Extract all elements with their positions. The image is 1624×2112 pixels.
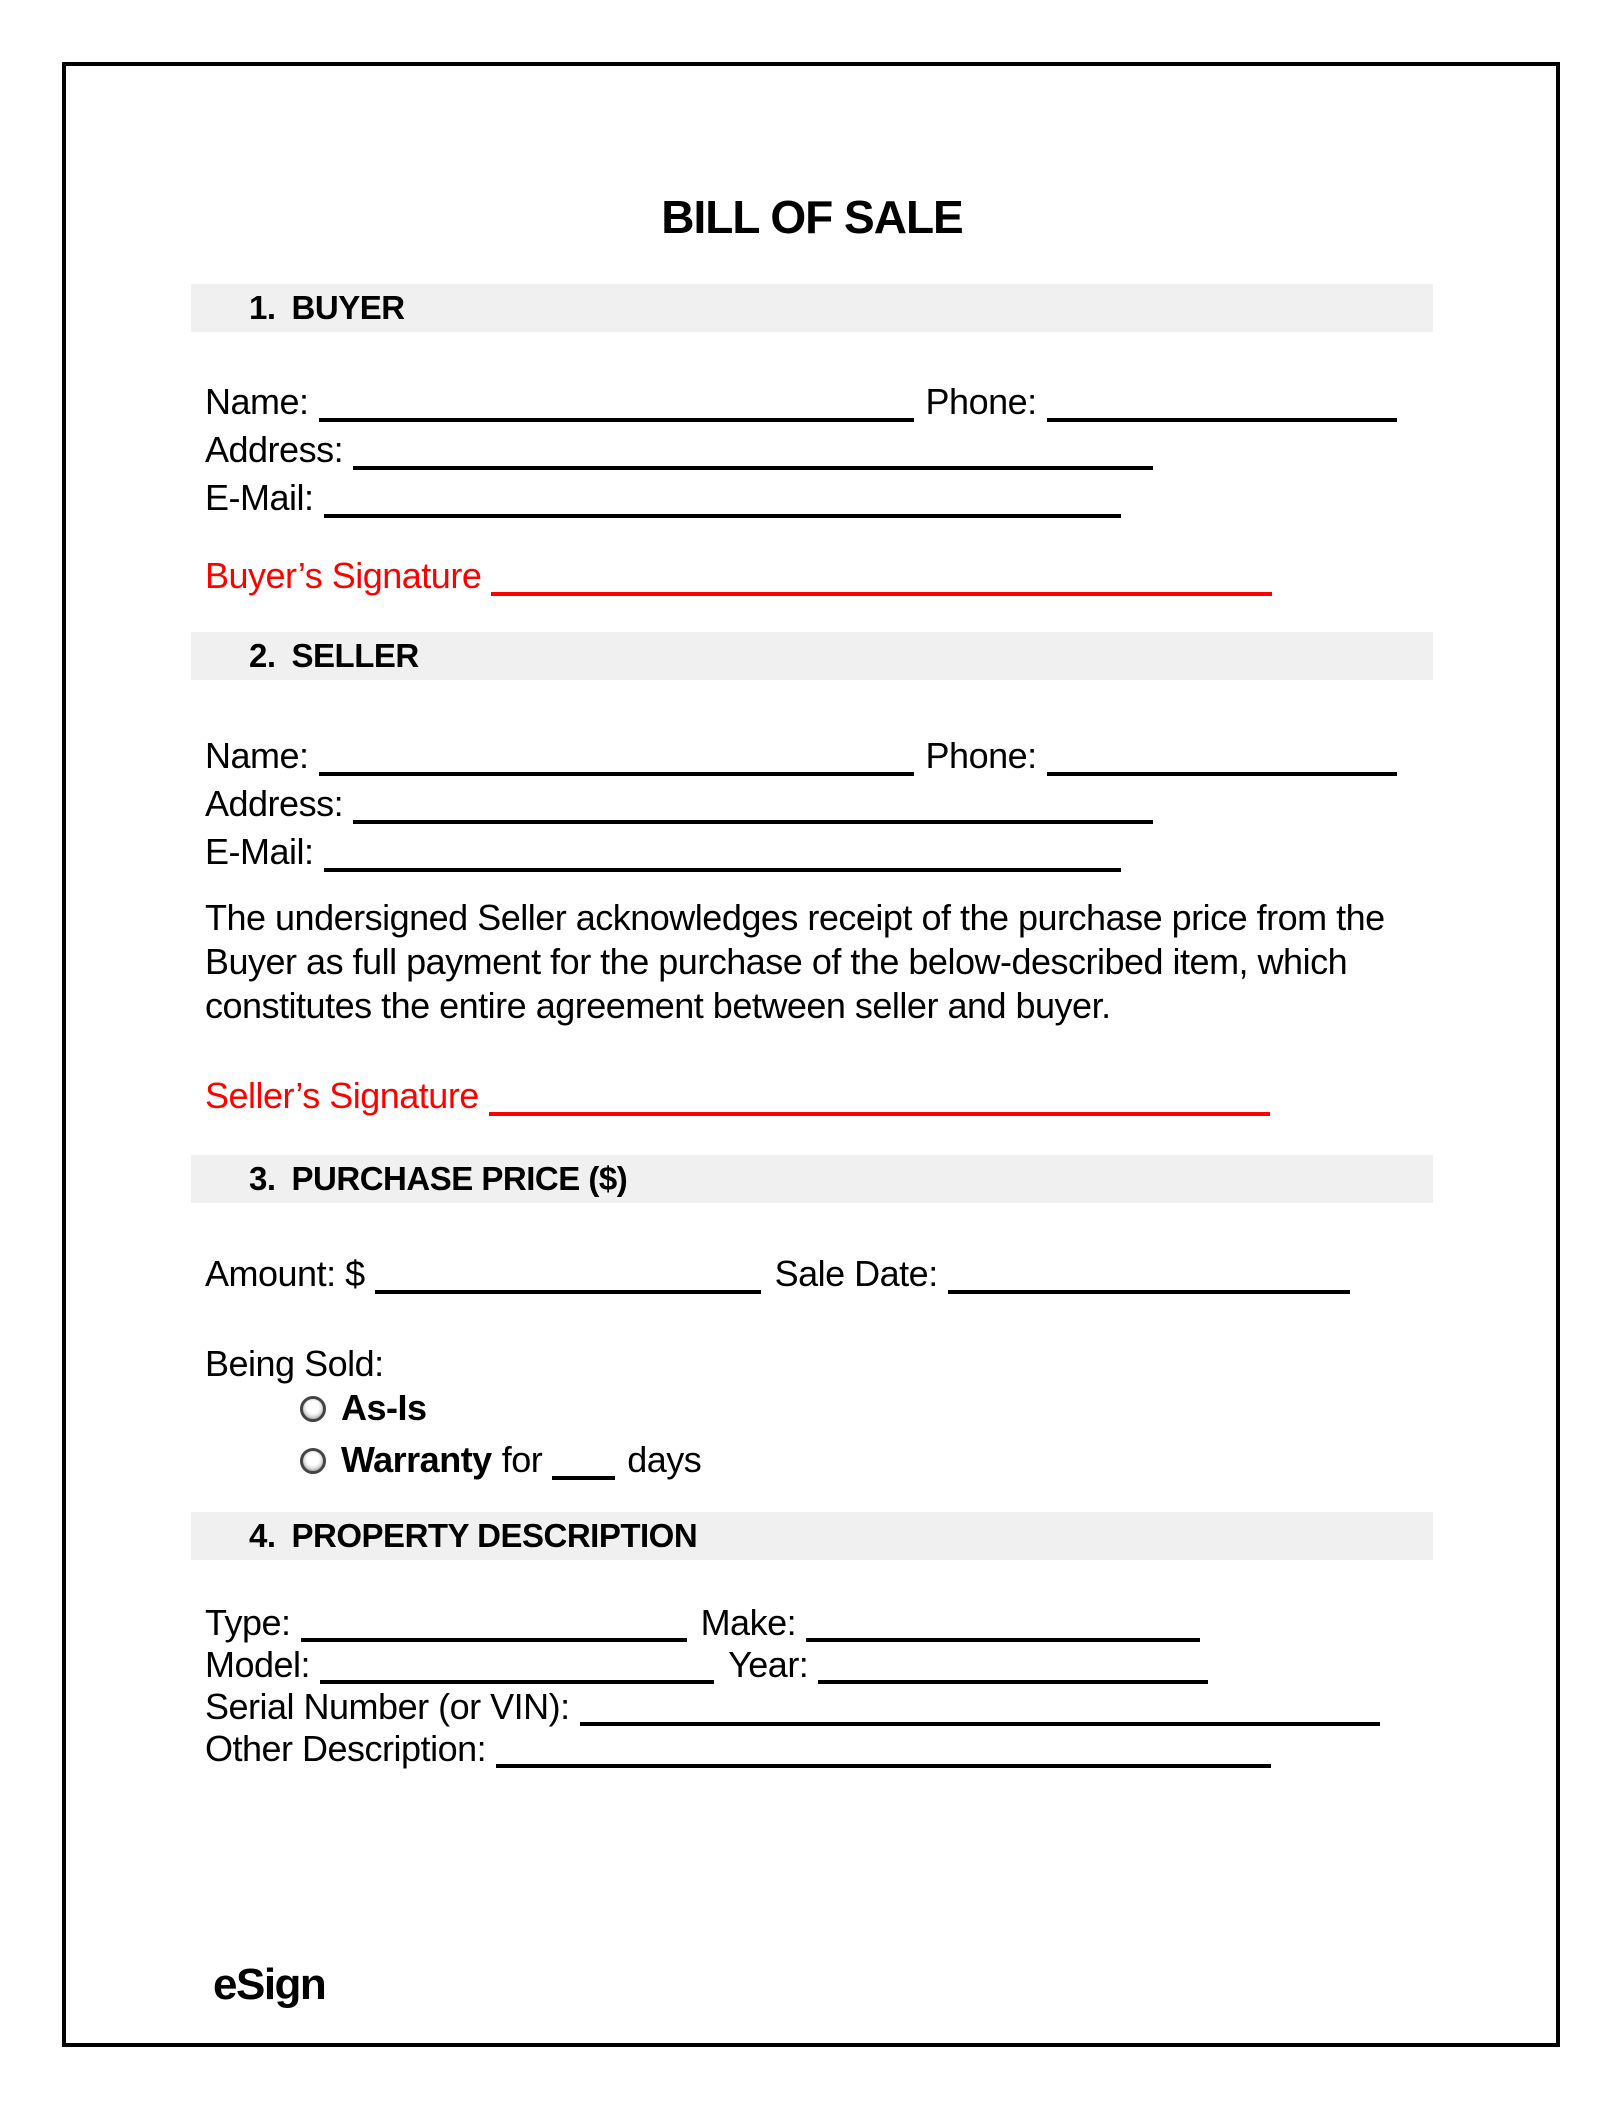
buyer-phone-label: Phone: bbox=[925, 381, 1037, 422]
esign-logo: eSign bbox=[213, 1960, 326, 2009]
make-field-line[interactable] bbox=[806, 1638, 1200, 1642]
buyer-name-field-line[interactable] bbox=[319, 418, 914, 422]
buyer-signature-label: Buyer’s Signature bbox=[205, 555, 482, 596]
section-label: SELLER bbox=[291, 637, 419, 674]
buyer-signature-row bbox=[205, 554, 1272, 598]
document-title: BILL OF SALE bbox=[661, 191, 963, 243]
seller-address-label: Address: bbox=[205, 783, 344, 824]
seller-phone-field-line[interactable] bbox=[1047, 772, 1397, 776]
year-label: Year: bbox=[728, 1644, 809, 1685]
seller-name-phone-row bbox=[205, 734, 1420, 778]
seller-name-field-line[interactable] bbox=[319, 772, 914, 776]
warranty-for-label: for bbox=[501, 1439, 543, 1480]
warranty-radio-icon[interactable] bbox=[300, 1448, 326, 1474]
as-is-radio-icon[interactable] bbox=[300, 1396, 326, 1422]
seller-name-label: Name: bbox=[205, 735, 309, 776]
seller-phone-label: Phone: bbox=[925, 735, 1037, 776]
buyer-address-label: Address: bbox=[205, 429, 344, 470]
seller-signature-row bbox=[205, 1074, 1270, 1118]
as-is-option-row bbox=[300, 1386, 427, 1430]
model-year-row bbox=[205, 1644, 1208, 1686]
as-is-label: As-Is bbox=[341, 1387, 427, 1428]
section-number: 1. bbox=[249, 289, 276, 326]
section-header-purchase-price bbox=[191, 1155, 1433, 1203]
buyer-name-label: Name: bbox=[205, 381, 309, 422]
other-description-label: Other Description: bbox=[205, 1728, 487, 1769]
section-header-property bbox=[191, 1512, 1433, 1560]
acknowledgement-paragraph: The undersigned Seller acknowledges receipt of the purchase price from the Buyer as full payment for the purchase of the below-described item, which constitutes the entire agreement between seller and buyer. bbox=[205, 897, 1385, 1026]
amount-saledate-row bbox=[205, 1252, 1350, 1296]
seller-signature-line[interactable] bbox=[489, 1112, 1270, 1116]
buyer-email-label: E-Mail: bbox=[205, 477, 314, 518]
model-label: Model: bbox=[205, 1644, 311, 1685]
other-description-field-line[interactable] bbox=[496, 1764, 1271, 1768]
buyer-address-row bbox=[205, 428, 1153, 472]
warranty-option-row bbox=[300, 1438, 701, 1482]
model-field-line[interactable] bbox=[320, 1680, 714, 1684]
buyer-signature-line[interactable] bbox=[491, 592, 1272, 596]
section-number: 3. bbox=[249, 1160, 276, 1197]
section-number: 4. bbox=[249, 1517, 276, 1554]
make-label: Make: bbox=[700, 1602, 797, 1643]
serial-field-line[interactable] bbox=[580, 1722, 1380, 1726]
warranty-label: Warranty bbox=[341, 1439, 492, 1480]
sale-date-field-line[interactable] bbox=[948, 1290, 1350, 1294]
seller-email-label: E-Mail: bbox=[205, 831, 314, 872]
amount-label: Amount: $ bbox=[205, 1253, 365, 1294]
serial-label: Serial Number (or VIN): bbox=[205, 1686, 570, 1727]
type-make-row bbox=[205, 1602, 1200, 1644]
amount-field-line[interactable] bbox=[375, 1290, 761, 1294]
buyer-email-row bbox=[205, 476, 1121, 520]
sale-date-label: Sale Date: bbox=[774, 1253, 938, 1294]
section-label: PROPERTY DESCRIPTION bbox=[291, 1517, 698, 1554]
section-label: BUYER bbox=[291, 289, 405, 326]
year-field-line[interactable] bbox=[818, 1680, 1208, 1684]
seller-email-field-line[interactable] bbox=[324, 868, 1121, 872]
buyer-phone-field-line[interactable] bbox=[1047, 418, 1397, 422]
seller-address-field-line[interactable] bbox=[353, 820, 1153, 824]
section-header-seller bbox=[191, 632, 1433, 680]
buyer-name-phone-row bbox=[205, 380, 1420, 424]
seller-signature-label: Seller’s Signature bbox=[205, 1075, 479, 1116]
type-field-line[interactable] bbox=[301, 1638, 687, 1642]
warranty-days-field-line[interactable] bbox=[552, 1476, 615, 1480]
buyer-address-field-line[interactable] bbox=[353, 466, 1153, 470]
warranty-days-label: days bbox=[627, 1439, 702, 1480]
type-label: Type: bbox=[205, 1602, 291, 1643]
seller-email-row bbox=[205, 830, 1121, 874]
section-header-buyer bbox=[191, 284, 1433, 332]
serial-row bbox=[205, 1686, 1380, 1728]
buyer-email-field-line[interactable] bbox=[324, 514, 1121, 518]
section-number: 2. bbox=[249, 637, 276, 674]
being-sold-row bbox=[205, 1342, 384, 1386]
section-label: PURCHASE PRICE ($) bbox=[291, 1160, 628, 1197]
being-sold-label: Being Sold: bbox=[205, 1343, 384, 1384]
seller-address-row bbox=[205, 782, 1153, 826]
other-description-row bbox=[205, 1728, 1271, 1770]
